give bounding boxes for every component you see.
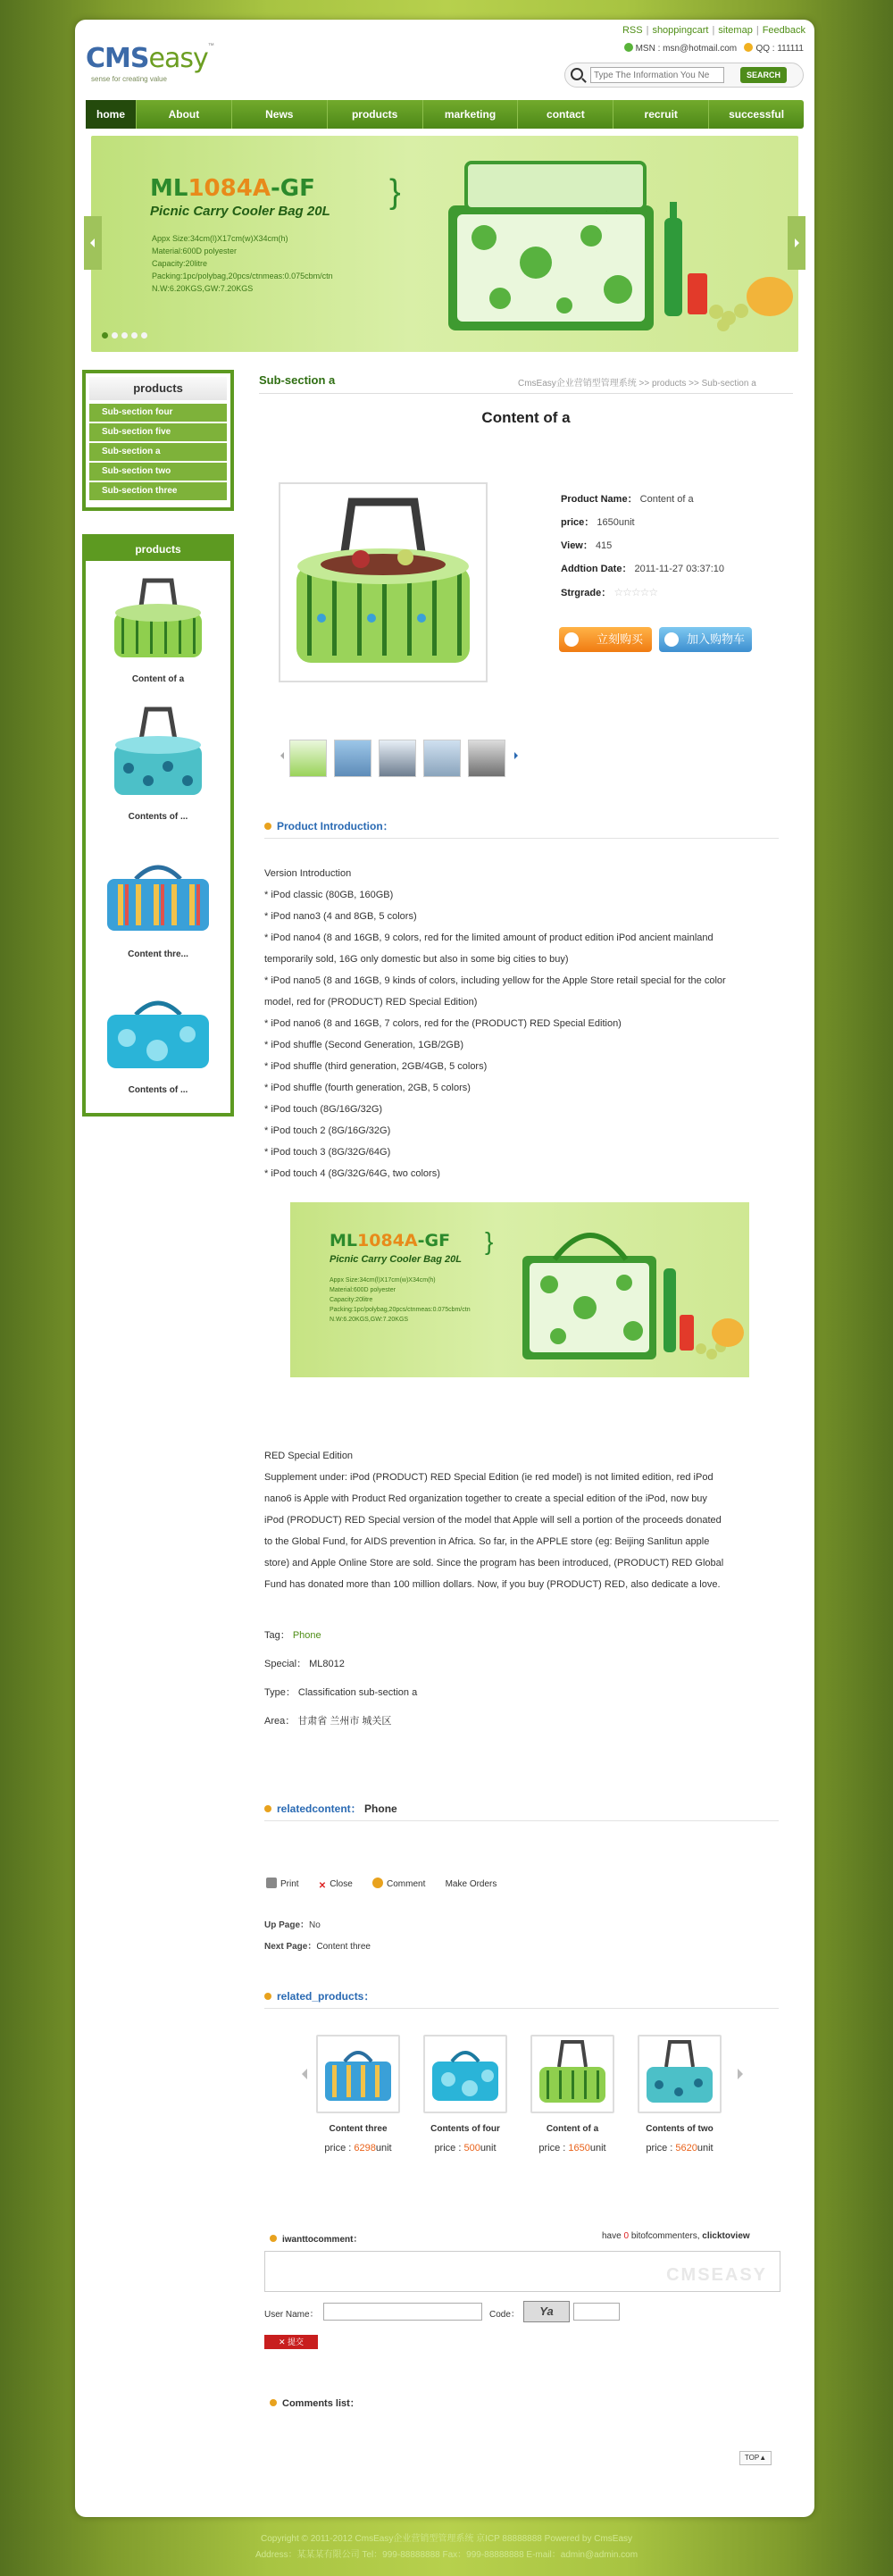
- logo-slogan: sense for creating value: [91, 75, 167, 83]
- add-to-cart-button[interactable]: 加入购物车: [659, 627, 752, 652]
- thumbnail[interactable]: [289, 740, 327, 777]
- intro-heading: Product Introduction：: [264, 818, 394, 833]
- related-content-heading: relatedcontent： Phone: [264, 1801, 397, 1816]
- product-image: [109, 577, 207, 666]
- search-button[interactable]: SEARCH: [740, 67, 787, 83]
- section-title: Sub-section a: [259, 373, 336, 387]
- buy-icon: [564, 632, 579, 647]
- captcha-image[interactable]: Ya: [523, 2301, 570, 2322]
- shoppingcart-link[interactable]: shoppingcart: [652, 25, 709, 36]
- comment-count: 0: [623, 2231, 630, 2241]
- thumbnail[interactable]: [468, 740, 505, 777]
- product-image: [100, 852, 216, 941]
- related-prev-icon[interactable]: [296, 2069, 307, 2079]
- related-product-price: price : 5620unit: [646, 2143, 714, 2154]
- cooler-bag-image: [513, 1215, 746, 1372]
- type-value: Classification sub-section a: [297, 1687, 418, 1698]
- related-product-name[interactable]: Content of a: [546, 2124, 599, 2134]
- code-input[interactable]: [573, 2303, 620, 2321]
- search-input[interactable]: [590, 67, 724, 83]
- code-label: Code：: [489, 2310, 520, 2320]
- product-caption[interactable]: Content thre...: [128, 949, 188, 959]
- thumbnail[interactable]: [423, 740, 461, 777]
- related-product-name[interactable]: Contents of four: [430, 2124, 500, 2134]
- sidebar-item-sub-a[interactable]: Sub-section a: [89, 443, 227, 461]
- view-count: 415: [595, 540, 613, 551]
- nav-marketing[interactable]: marketing: [423, 100, 519, 129]
- related-product-image: [316, 2035, 400, 2113]
- print-action[interactable]: Print: [266, 1879, 299, 1889]
- next-page: Next Page：Content three: [264, 1942, 371, 1952]
- printer-icon: [266, 1878, 277, 1888]
- intro-text: Version Introduction * iPod classic (80GB, 160GB) * iPod nano3 (4 and 8GB, 5 colors) * iPod nano4 (8 and 16GB, 9 colors, red for the limited amount of product edition iPod ancient mainland temporarily sold, 16G only domestic but also in some big cities to buy) * iPod nano5 (8 and 16GB, 9 kinds of colors, including yellow for the Apple Store retail special for the color model, red for (PRODUCT) RED Special Edition) * iPod nano6 (8 and 16GB, 7 colors, red for the (PRODUCT) RED Special Edition) * iPod shuffle (Second Generation, 1GB/2GB) * iPod shuffle (third generation, 2GB/4GB, 5 colors) * iPod shuffle (fourth generation, 2GB, 5 colors) * iPod touch (8G/16G/32G) * iPod touch 2 (8G/16G/32G) * iPod touch 3 (8G/32G/64G) * iPod touch 4 (8G/32G/64G, two colors): [264, 868, 726, 1179]
- related-products-heading: related_products：: [264, 1988, 374, 2003]
- product-caption[interactable]: Contents of ...: [128, 812, 188, 822]
- main-nav: [86, 100, 804, 129]
- related-product-card[interactable]: [416, 2035, 514, 2154]
- msn-icon: [624, 43, 633, 52]
- sidebar-item-sub-four[interactable]: Sub-section four: [89, 404, 227, 422]
- related-product-image: [638, 2035, 722, 2113]
- related-product-price: price : 1650unit: [538, 2143, 606, 2154]
- nav-successful[interactable]: successful: [729, 108, 785, 121]
- nav-news[interactable]: News: [232, 100, 328, 129]
- comments-list-heading: Comments list：: [270, 2396, 360, 2410]
- area-value: 甘肃省 兰州市 城关区: [297, 1716, 392, 1727]
- content-title: Content of a: [481, 409, 571, 426]
- sidebar-item-sub-three[interactable]: Sub-section three: [89, 482, 227, 500]
- feedback-link[interactable]: Feedback: [762, 25, 805, 36]
- rss-link[interactable]: RSS: [622, 25, 643, 36]
- banner-model: ML1084A-GF: [150, 175, 315, 202]
- qq-icon: [744, 43, 753, 52]
- next-page-link[interactable]: Content three: [316, 1942, 371, 1952]
- tag-row: Tag： Phone: [264, 1630, 321, 1641]
- hero-banner[interactable]: [91, 136, 798, 352]
- sidebar-item-sub-two[interactable]: Sub-section two: [89, 463, 227, 481]
- footer-copyright: Copyright © 2011-2012 CmsEasy企业营销型管理系统 京ICP 88888888 Powered by CmsEasy: [260, 2534, 633, 2544]
- type-row: Type： Classification sub-section a: [264, 1687, 418, 1698]
- sidebar-product[interactable]: [86, 577, 230, 684]
- related-next-icon[interactable]: [738, 2069, 748, 2079]
- product-name-value: Content of a: [639, 494, 694, 505]
- site-footer: [0, 2531, 893, 2563]
- logo-cms: CMS: [86, 43, 149, 74]
- bullet-icon: [264, 823, 271, 830]
- search-icon: [571, 68, 583, 80]
- sidebar-products-title: products: [86, 538, 230, 561]
- thumbnail[interactable]: [379, 740, 416, 777]
- banner-prev-arrow[interactable]: [84, 216, 102, 270]
- view-comments-link[interactable]: clicktoview: [702, 2231, 750, 2241]
- nav-contact[interactable]: contact: [518, 100, 613, 129]
- product-image: [100, 988, 216, 1077]
- sidebar-item-sub-five[interactable]: Sub-section five: [89, 423, 227, 441]
- sidebar-products: [82, 534, 234, 1117]
- banner-next-arrow[interactable]: [788, 216, 805, 270]
- buy-now-button[interactable]: 立刻购买: [559, 627, 652, 652]
- article-banner-image: ML1084A-GF } Picnic Carry Cooler Bag 20L Appx Size:34cm(l)X17cm(w)X34cm(h) Material:600D polyester Capacity:20litre Packing:1pc/polybag,20pcs/ctnmeas:0.075cbm/ctn N.W:6.20KGS,GW:7.20KGS: [290, 1202, 749, 1377]
- area-row: Area： 甘肃省 兰州市 城关区: [264, 1716, 392, 1727]
- product-image: [109, 706, 207, 804]
- related-product-image: [423, 2035, 507, 2113]
- banner-model: ML1084A-GF: [330, 1231, 451, 1250]
- related-product-price: price : 500unit: [434, 2143, 497, 2154]
- page-container: [75, 20, 814, 2517]
- related-product-name[interactable]: Content three: [329, 2124, 388, 2134]
- price-value: 1650unit: [597, 517, 635, 528]
- comment-textarea[interactable]: [264, 2251, 780, 2292]
- rating-stars: ☆☆☆☆☆: [613, 586, 658, 598]
- banner-brace: }: [389, 173, 401, 211]
- divider: [264, 1820, 779, 1821]
- thumb-prev-icon[interactable]: [277, 752, 284, 759]
- comment-stats: have 0 bitofcommenters, clicktoview: [602, 2231, 750, 2241]
- related-product-card[interactable]: [523, 2035, 622, 2154]
- contact-info: [624, 43, 804, 54]
- cooler-bag-image: [430, 155, 797, 347]
- tag-link[interactable]: Phone: [292, 1630, 321, 1641]
- submit-comment-button[interactable]: ✕ 提交: [264, 2335, 318, 2349]
- sidebar-product[interactable]: [86, 852, 230, 959]
- comment-icon: [372, 1878, 383, 1888]
- breadcrumb[interactable]: CmsEasy企业营销型管理系统 >> products >> Sub-section a: [518, 379, 756, 389]
- related-product-price: price : 6298unit: [324, 2143, 392, 2154]
- back-to-top-button[interactable]: TOP▲: [739, 2451, 772, 2465]
- site-logo[interactable]: [86, 43, 214, 83]
- product-info: Product Name： Content of a price： 1650unit View： 415 Addtion Date： 2011-11-27 03:37:10 Strgrade： ☆☆☆☆☆: [561, 494, 725, 598]
- footer-address: Address：某某某有限公司 Tel：999-88888888 Fax：999-88888888 E-mail：admin@admin.com: [255, 2550, 638, 2560]
- sidebar-product[interactable]: [86, 988, 230, 1095]
- product-main-image[interactable]: [279, 482, 488, 682]
- related-content-link[interactable]: Phone: [364, 1802, 397, 1815]
- thumbnail[interactable]: [334, 740, 371, 777]
- special-row: Special： ML8012: [264, 1659, 345, 1669]
- make-orders-action[interactable]: Make Orders: [445, 1879, 497, 1889]
- sidebar-categories: [82, 370, 234, 511]
- nav-recruit[interactable]: recruit: [613, 100, 709, 129]
- logo-tm: ™: [207, 43, 214, 49]
- submit-icon: ✕: [278, 2338, 288, 2346]
- divider: [259, 393, 793, 394]
- product-caption[interactable]: Contents of ...: [128, 1085, 188, 1095]
- up-page: Up Page：No: [264, 1920, 321, 1930]
- banner-specs: Appx Size:34cm(l)X17cm(w)X34cm(h) Material:600D polyester Capacity:20litre Packing:1pc/polybag,20pcs/ctnmeas:0.075cbm/ctn N.W:6.20KGS,GW:7.20KGS: [152, 234, 333, 293]
- sidebar-title: products: [89, 377, 227, 400]
- related-product-card[interactable]: [630, 2035, 729, 2154]
- qq-text: QQ : 111111: [755, 44, 804, 54]
- related-product-card[interactable]: [309, 2035, 407, 2154]
- article-actions: [266, 1878, 497, 1892]
- divider: [264, 2008, 779, 2009]
- related-products: [309, 2035, 729, 2178]
- nav-products[interactable]: products: [328, 100, 423, 129]
- close-icon: ✕: [318, 1881, 327, 1891]
- cart-icon: [664, 632, 679, 647]
- comment-heading: iwanttocomment：: [270, 2231, 362, 2245]
- addition-date: 2011-11-27 03:37:10: [634, 564, 725, 574]
- top-links: RSS | shoppingcart | sitemap | Feedback: [622, 25, 805, 36]
- nav-home[interactable]: home: [86, 100, 137, 129]
- product-caption[interactable]: Content of a: [131, 674, 185, 684]
- sidebar-product[interactable]: [86, 706, 230, 822]
- sitemap-link[interactable]: sitemap: [718, 25, 753, 36]
- comment-action[interactable]: Comment: [372, 1879, 425, 1889]
- close-action[interactable]: ✕ Close: [318, 1879, 353, 1891]
- search-box: [564, 63, 804, 88]
- watermark-logo: CMSEASY: [666, 2265, 767, 2285]
- bullet-icon: [270, 2235, 277, 2242]
- divider: [264, 838, 779, 839]
- red-edition-text: RED Special Edition Supplement under: iPod (PRODUCT) RED Special Edition (ie red model) is not limited edition, red iPod nano6 is Apple with Product Red organization together to create a special edition of the iPod, now buy iPod (PRODUCT) RED Special version of the model that Apple will sell a portion of the proceeds donated to the Global Fund, for AIDS prevention in Africa. So far, in the APPLE store (eg: Beijing Sanlitun apple store) and Apple Online Store are sold. Since the program has been introduced, (PRODUCT) RED Global Fund has donated more than 100 million dollars. Now, if you buy (PRODUCT) RED, also dedicate a love.: [264, 1451, 724, 1590]
- cooler-basket-image: [280, 484, 486, 681]
- nav-about[interactable]: About: [137, 100, 232, 129]
- related-product-name[interactable]: Contents of two: [646, 2124, 714, 2134]
- banner-subtitle: Picnic Carry Cooler Bag 20L: [150, 204, 330, 219]
- username-label: User Name：: [264, 2310, 319, 2320]
- msn-text: MSN : msn@hotmail.com: [635, 44, 738, 54]
- thumb-next-icon[interactable]: [514, 752, 522, 759]
- username-input[interactable]: [323, 2303, 482, 2321]
- banner-dots[interactable]: [102, 329, 151, 341]
- related-product-image: [530, 2035, 614, 2113]
- special-value: ML8012: [309, 1659, 345, 1669]
- logo-easy: easy: [148, 43, 208, 74]
